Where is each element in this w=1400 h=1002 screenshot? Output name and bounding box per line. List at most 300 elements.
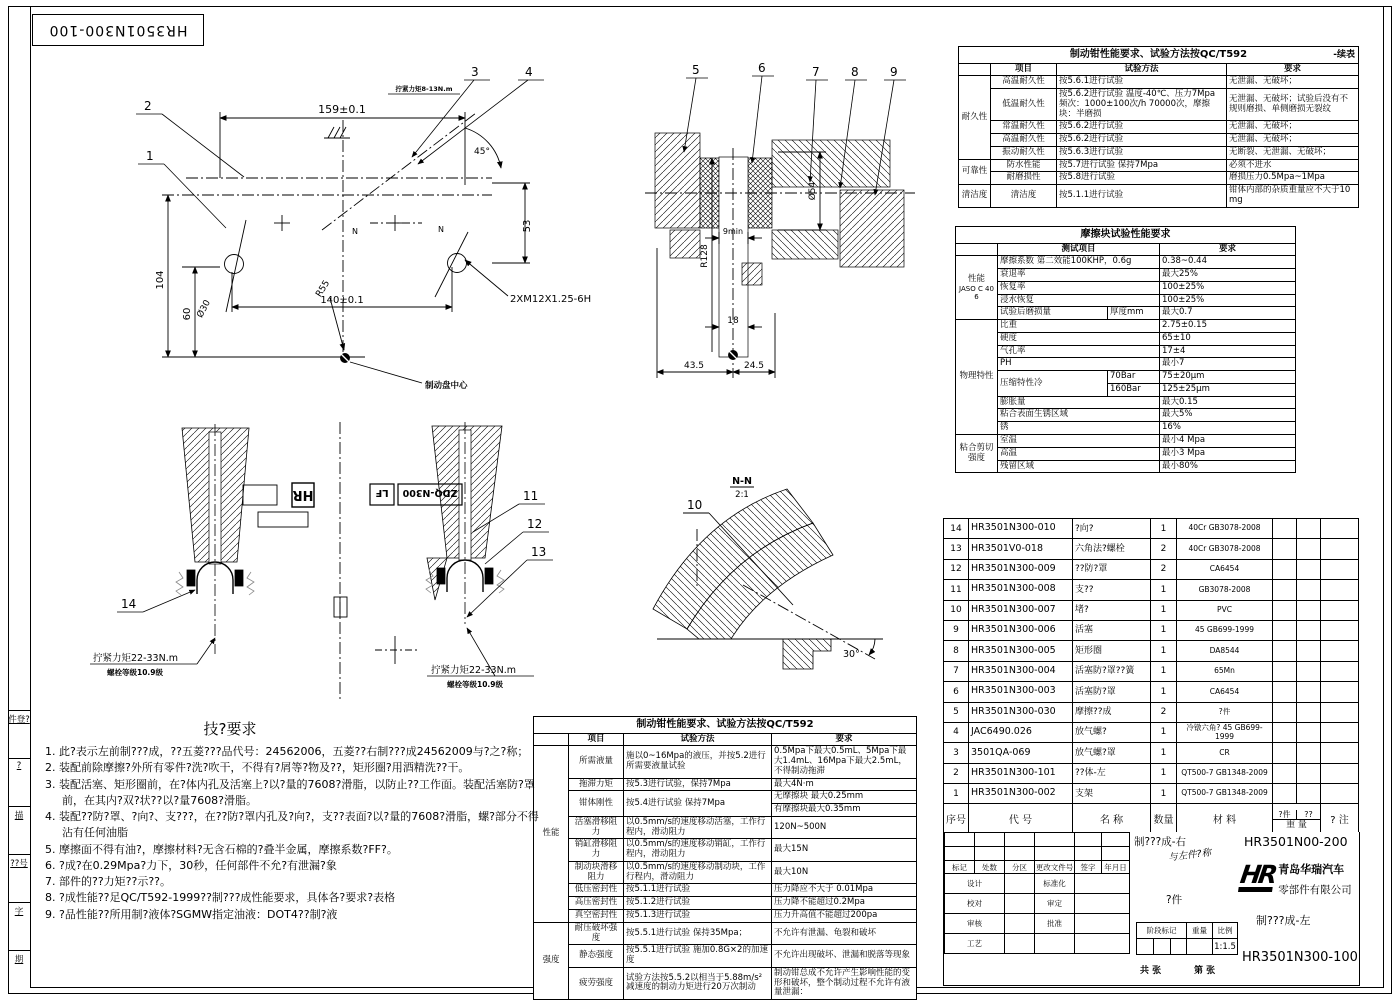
bom-seq: 10: [944, 600, 969, 620]
bom-name: 活塞防?罩: [1073, 682, 1151, 702]
sub-cell: 厚度mm: [1108, 307, 1160, 320]
req-cell: 压力降不能超过0.2Mpa: [772, 897, 917, 910]
grade-note-right: 螺栓等级10.9级: [447, 680, 504, 689]
bom-seq: 12: [944, 559, 969, 579]
group-performance: 性能: [534, 746, 569, 922]
bom-h-weight-label: 重 量: [1286, 820, 1307, 831]
item-cell: PH: [998, 358, 1160, 371]
sheets-total: 共 张: [1140, 966, 1162, 976]
sign-standardize: 标准化: [1035, 874, 1075, 894]
sub-cell: 160Bar: [1108, 383, 1160, 396]
dim-r128: R128: [700, 244, 710, 268]
bom-code: HR3501N300-005: [969, 641, 1073, 661]
method-cell: 按5.6.1进行试验: [1057, 76, 1227, 89]
bom-material: QT500-7 GB1348-2009: [1177, 784, 1273, 804]
bom-weight-unit: [1273, 722, 1297, 742]
bom-qty: 1: [1151, 682, 1177, 702]
rev-h-zone: 分区: [1005, 861, 1035, 874]
group-bond-shear: 粘合剪切强度: [956, 434, 998, 472]
sign-approve: 批准: [1035, 914, 1075, 934]
bom-weight-unit: [1273, 620, 1297, 640]
item-cell: 活塞滑移阻力: [569, 816, 624, 839]
balloon-1: 1: [146, 149, 154, 163]
bom-qty: 1: [1151, 722, 1177, 742]
item-cell: 真空密封性: [569, 909, 624, 922]
view-front-caliper: [78, 50, 640, 412]
bom-weight-total: [1297, 559, 1321, 579]
margin-field-label: 期: [8, 950, 30, 998]
bom-note: [1321, 743, 1359, 763]
group-performance: [956, 256, 998, 320]
req-cell: 不允许有泄漏、龟裂和破坏: [772, 922, 917, 945]
col-header-method: 试验方法: [1057, 63, 1227, 76]
bom-code: HR3501N300-003: [969, 682, 1073, 702]
bom-material: CR: [1177, 743, 1273, 763]
bom-qty: 1: [1151, 580, 1177, 600]
nn-section-scale: 2:1: [735, 490, 749, 500]
bom-name: 支架: [1073, 784, 1151, 804]
bom-seq: 2: [944, 763, 969, 783]
rev-h-mark: 标记: [945, 861, 975, 874]
bom-seq: 7: [944, 661, 969, 681]
balloon-6: 6: [758, 61, 766, 75]
bom-row: [944, 743, 1359, 763]
bom-note: [1321, 600, 1359, 620]
table-title: 摩擦块试验性能要求: [956, 227, 1296, 244]
tech-requirement-item: 4. 装配??防?罩、?向?、支???，在??防?罩内孔及?向?，支??表面?以?量的7608?滑脂，螺?部分不得沾有任何油脂: [45, 810, 539, 840]
bom-note: [1321, 559, 1359, 579]
group-performance-line2: JASO C 406: [959, 284, 994, 301]
method-cell: 施以0~16Mpa的液压，并按5.2进行所需要液量试验: [624, 746, 772, 778]
bom-weight-total: [1297, 519, 1321, 539]
dim-18: 18: [727, 316, 739, 326]
bom-material: PVC: [1177, 600, 1273, 620]
item-cell: 清洁度: [991, 185, 1057, 208]
bom-name: 放气螺?罩: [1073, 743, 1151, 763]
rev-h-count: 处数: [975, 861, 1005, 874]
torque-note-left: 拧紧力矩22-33N.m: [93, 653, 178, 664]
drawing-number: HR3501N300-100: [1242, 950, 1358, 965]
req-cell: 120N~500N: [772, 816, 917, 839]
bom-note: [1321, 763, 1359, 783]
bom-material: ?件: [1177, 702, 1273, 722]
req-cell: 最小3 Mpa: [1160, 447, 1296, 460]
bom-qty: 1: [1151, 661, 1177, 681]
bom-material: GB3078-2008: [1177, 580, 1273, 600]
item-cell: 摩擦系数 第二效能100KHP，0.6g: [998, 256, 1160, 269]
tech-requirement-item: 8. ?成性能??足QC/T592-1999??制???成性能要求，具体各?要求?表格: [45, 891, 396, 905]
bom-weight-unit: [1273, 763, 1297, 783]
dim-45deg: 45°: [474, 147, 490, 157]
tech-requirements-list: [45, 744, 539, 923]
balloon-10: 10: [687, 498, 703, 512]
tech-requirement-item: 7. 部件的??力矩??示??。: [45, 875, 172, 889]
bom-code: HR3501N300-030: [969, 702, 1073, 722]
bom-material: 冷镦六角? 45 GB699-1999: [1177, 722, 1273, 742]
item-cell: 压缩特性冷: [998, 371, 1108, 397]
dim-24-5: 24.5: [743, 361, 765, 371]
bom-name: ??防?罩: [1073, 559, 1151, 579]
item-cell: 低压密封性: [569, 884, 624, 897]
sheet-number: 第 张: [1194, 966, 1216, 976]
req-cell: 75±20μm: [1160, 371, 1296, 384]
item-cell: 耐压破坏强度: [569, 922, 624, 945]
dim-r55: R55: [314, 278, 333, 300]
balloon-14: 14: [121, 597, 137, 611]
section-hatched-bodies: [655, 133, 904, 357]
bom-weight-total: [1297, 763, 1321, 783]
balloon-3: 3: [471, 65, 479, 79]
bom-row: [944, 519, 1359, 539]
table-title: 制动钳性能要求、试验方法按QC/T592 -续表: [959, 47, 1359, 64]
item-cell: 防水性能: [991, 159, 1057, 172]
bom-material: QT500-7 GB1348-2009: [1177, 763, 1273, 783]
stamp-lf: LF: [375, 487, 389, 498]
assembly-right-note: 与左件?称: [1167, 847, 1212, 864]
balloon-13: 13: [531, 545, 547, 559]
bom-note: [1321, 580, 1359, 600]
bom-row: [944, 641, 1359, 661]
col-header-method: 试验方法: [624, 733, 772, 746]
bom-weight-total: [1297, 580, 1321, 600]
bom-note: [1321, 682, 1359, 702]
margin-field-label: 件登?: [8, 710, 30, 758]
bom-name: 放气螺?: [1073, 722, 1151, 742]
bom-seq: 8: [944, 641, 969, 661]
item-cell: 制动块滑移阻力: [569, 861, 624, 884]
dim-30deg: 30°: [843, 649, 860, 660]
req-cell: 无断裂、无泄漏、无破坏；: [1227, 146, 1359, 159]
dim-53: 53: [522, 219, 533, 233]
col-header-item: 测试项目: [998, 243, 1160, 256]
table-friction-block-performance: [955, 226, 1296, 473]
item-cell: 高温: [998, 447, 1160, 460]
method-cell: 按5.6.2进行试验 温度-40℃、压力7Mpa 频次：1000±100次/h 70000次，摩擦块：半磨损: [1057, 89, 1227, 121]
req-cell: 无泄漏、无破坏；: [1227, 121, 1359, 134]
bom-row: [944, 763, 1359, 783]
view-nn-detail: [635, 437, 925, 685]
bom-code: HR3501N300-004: [969, 661, 1073, 681]
bom-weight-unit: [1273, 580, 1297, 600]
item-cell: 浸水恢复: [998, 294, 1160, 307]
bom-row: [944, 620, 1359, 640]
req-cell: 压力降应不大于 0.01Mpa: [772, 884, 917, 897]
bom-seq: 3: [944, 743, 969, 763]
stamp-zdq-code: ZDQ-N300: [402, 487, 458, 498]
tech-requirement-item: 1. 此?表示左前制???成，??五菱???品代号：24562006，五菱??右制???成24562009与?之?称；: [45, 745, 529, 758]
method-cell: 按5.6.3进行试验: [1057, 146, 1227, 159]
bom-weight-unit: [1273, 519, 1297, 539]
table-title: 制动钳性能要求、试验方法按QC/T592: [534, 717, 917, 734]
bom-row: [944, 661, 1359, 681]
bom-name: 六角法?螺栓: [1073, 539, 1151, 559]
tech-requirements-title: 技?要求: [203, 720, 257, 738]
bom-weight-unit: [1273, 682, 1297, 702]
company-name-line1: 青岛华瑞汽车: [1278, 863, 1345, 876]
bom-code: HR3501N300-010: [969, 519, 1073, 539]
bom-code: HR3501V0-018: [969, 539, 1073, 559]
balloon-11: 11: [523, 489, 539, 503]
method-cell: 按5.5.1进行试验 保持35Mpa；: [624, 922, 772, 945]
bom-code: JAC6490.026: [969, 722, 1073, 742]
stage-label: 阶段标记: [1137, 923, 1187, 939]
req-cell: 最大10N: [772, 861, 917, 884]
bom-weight-unit: [1273, 539, 1297, 559]
stamp-logo-hr: HR: [292, 487, 314, 502]
dim-9min: 9min: [722, 227, 744, 236]
bom-name: 堵?: [1073, 600, 1151, 620]
req-cell: 有摩擦块最大0.35mm: [772, 804, 917, 817]
dim-thread: 2XM12X1.25-6H: [510, 294, 592, 305]
bom-qty: 1: [1151, 620, 1177, 640]
method-cell: 以0.5mm/s的速度移动销缸，工作行程内，滑动阻力: [624, 839, 772, 862]
dim-d54: Ø54: [808, 181, 818, 201]
bom-weight-total: [1297, 620, 1321, 640]
item-cell: 拖滞力矩: [569, 778, 624, 791]
bom-code: HR3501N300-002: [969, 784, 1073, 804]
bom-code: 3501QA-069: [969, 743, 1073, 763]
req-cell: 磨损压力0.5Mpa~1Mpa: [1227, 172, 1359, 185]
bom-row: [944, 600, 1359, 620]
req-cell: 钳体内部的杂质重量应不大于10mg: [1227, 185, 1359, 208]
item-cell: 所需液量: [569, 746, 624, 778]
dim-159: 159±0.1: [318, 103, 366, 116]
req-cell: 无摩擦块 最大0.25mm: [772, 791, 917, 804]
bom-row: [944, 722, 1359, 742]
bom-weight-unit: [1273, 661, 1297, 681]
item-cell: 常温耐久性: [991, 121, 1057, 134]
bom-weight-unit: [1273, 600, 1297, 620]
method-cell: 按5.5.1进行试验 施加0.8G×2的加速度: [624, 945, 772, 968]
bom-seq: 14: [944, 519, 969, 539]
group-performance-line1: 性能: [967, 273, 985, 284]
bom-note: [1321, 661, 1359, 681]
balloon-7: 7: [812, 65, 820, 79]
group-physical: 物理特性: [956, 320, 998, 435]
item-cell: 硬度: [998, 332, 1160, 345]
method-cell: 按5.6.2进行试验: [1057, 134, 1227, 147]
req-cell: 2.75±0.15: [1160, 320, 1296, 333]
bom-qty: 2: [1151, 539, 1177, 559]
bom-code: HR3501N300-101: [969, 763, 1073, 783]
item-cell: 振动耐久性: [991, 146, 1057, 159]
tech-requirement-item: 5. 摩擦面不得有油?，摩擦材料?无含石棉的?叠半金属，摩擦系数?FF?。: [45, 842, 398, 856]
bom-h-name: 名 称: [1073, 804, 1151, 837]
req-cell: 16%: [1160, 422, 1296, 435]
req-cell: 最大0.15: [1160, 396, 1296, 409]
bom-weight-unit: [1273, 743, 1297, 763]
bom-weight-total: [1297, 661, 1321, 681]
company-name-line2: 零部件有限公司: [1278, 884, 1352, 896]
item-cell: 疲劳强度: [569, 967, 624, 999]
col-header-req: 要求: [1227, 63, 1359, 76]
req-cell: 100±25%: [1160, 281, 1296, 294]
col-header-item: 项目: [569, 733, 624, 746]
method-cell: 按5.3进行试验，保持7Mpa: [624, 778, 772, 791]
method-cell: 按5.6.2进行试验: [1057, 121, 1227, 134]
bom-material: 40Cr GB3078-2008: [1177, 539, 1273, 559]
req-cell: 无泄漏、无破坏；试验后没有不规则磨损、单侧磨损无裂纹: [1227, 89, 1359, 121]
bom-qty: 2: [1151, 559, 1177, 579]
tech-requirement-item: 9. ?品性能??所用制?液体?SGMW指定油液：DOT4??制?液: [45, 907, 338, 921]
assembly-name-left: 制???成-左: [1256, 914, 1311, 927]
bom-seq: 1: [944, 784, 969, 804]
bom-material: 40Cr GB3078-2008: [1177, 519, 1273, 539]
method-cell: 按5.4进行试验 保持7Mpa: [624, 791, 772, 817]
bom-name: ??体-左: [1073, 763, 1151, 783]
torque-note-right: 拧紧力矩22-33N.m: [431, 665, 516, 676]
view-guide-pins: [75, 412, 670, 707]
margin-field-label: 字: [8, 902, 30, 950]
group-strength: 强度: [534, 922, 569, 999]
bom-weight-total: [1297, 600, 1321, 620]
bom-row: [944, 580, 1359, 600]
bom-seq: 4: [944, 722, 969, 742]
req-cell: 无泄漏、无破坏；: [1227, 134, 1359, 147]
req-cell: 100±25%: [1160, 294, 1296, 307]
nn-section-label: N-N: [732, 476, 752, 487]
bom-name: ?向?: [1073, 519, 1151, 539]
tech-requirement-item: 6. ?成?在0.29Mpa?力下，30秒，任何部件不允?有泄漏?象: [45, 858, 337, 872]
bom-code: HR3501N300-006: [969, 620, 1073, 640]
table-title-suffix: -续表: [1333, 50, 1355, 60]
bom-weight-unit: [1273, 702, 1297, 722]
group-reliability: 可靠性: [959, 159, 991, 185]
item-cell: 静态强度: [569, 945, 624, 968]
sign-process: 工艺: [945, 934, 1005, 954]
bom-name: 矩形圈: [1073, 641, 1151, 661]
balloon-12: 12: [527, 517, 543, 531]
item-cell: 试验后磨损量: [998, 307, 1108, 320]
item-cell: 高温耐久性: [991, 134, 1057, 147]
dim-60: 60: [182, 307, 193, 321]
bom-material: CA6454: [1177, 559, 1273, 579]
bom-qty: 1: [1151, 784, 1177, 804]
bom-h-weight-total: ??: [1304, 810, 1313, 820]
item-cell: 钳体刚性: [569, 791, 624, 817]
method-cell: 按5.1.1进行试验: [624, 884, 772, 897]
dim-104: 104: [155, 270, 166, 290]
item-cell: 锈: [998, 422, 1160, 435]
bom-weight-total: [1297, 722, 1321, 742]
bom-material: 45 GB699-1999: [1177, 620, 1273, 640]
bom-weight-total: [1297, 784, 1321, 804]
weight-label: 重量: [1187, 923, 1213, 939]
title-block: [943, 832, 1360, 986]
req-cell: 必须不进水: [1227, 159, 1359, 172]
bom-seq: 5: [944, 702, 969, 722]
bom-weight-unit: [1273, 641, 1297, 661]
method-cell: 按5.7进行试验 保持7Mpa: [1057, 159, 1227, 172]
sign-examine: 审定: [1035, 894, 1075, 914]
disc-center-note: 制动盘中心: [425, 381, 468, 391]
req-cell: 最大15N: [772, 839, 917, 862]
bom-weight-total: [1297, 682, 1321, 702]
bom-code: HR3501N300-007: [969, 600, 1073, 620]
rev-h-date: 年月日: [1102, 861, 1130, 874]
company-logo-row: [1240, 858, 1352, 898]
bom-qty: 1: [1151, 600, 1177, 620]
balloon-9: 9: [890, 65, 898, 79]
bom-name: 摩擦??成: [1073, 702, 1151, 722]
bom-seq: 13: [944, 539, 969, 559]
item-cell: 低温耐久性: [991, 89, 1057, 121]
part-count-note: ?件: [1166, 894, 1183, 906]
stage-scale-table: [1136, 922, 1238, 955]
method-cell: 以0.5mm/s的速度移动制动块，工作行程内，滑动阻力: [624, 861, 772, 884]
bom-seq: 9: [944, 620, 969, 640]
table-caliper-performance-continued: [958, 46, 1359, 208]
bom-code: HR3501N300-008: [969, 580, 1073, 600]
req-cell: 制动钳总成不允许产生影响性能的变形和破坏，整个制动过程不允许有液量泄漏：: [772, 967, 917, 999]
item-cell: 衰退率: [998, 269, 1160, 282]
bom-row: [944, 784, 1359, 804]
bom-note: [1321, 519, 1359, 539]
bom-row: [944, 702, 1359, 722]
balloon-5: 5: [692, 63, 700, 77]
bom-qty: 2: [1151, 702, 1177, 722]
view-cylinder-section: [628, 46, 978, 418]
sign-check: 校对: [945, 894, 1005, 914]
req-cell: 125±25μm: [1160, 383, 1296, 396]
method-cell: 按5.1.2进行试验: [624, 897, 772, 910]
req-cell: 17±4: [1160, 345, 1296, 358]
balloon-4: 4: [525, 65, 533, 79]
rev-h-docno: 更改文件号: [1035, 862, 1074, 872]
tech-requirement-item: 2. 装配前除摩擦?外所有零件?洗?吹干，不得有?屑等?物及??，矩形圈?用酒精洗??干。: [45, 761, 470, 775]
method-cell: 按5.1.1进行试验: [1057, 185, 1227, 208]
label-n-right: N: [438, 225, 444, 234]
item-cell: 粘合表面生锈区域: [998, 409, 1160, 422]
revision-signature-table: [944, 832, 1130, 954]
group-durability: 耐久性: [959, 76, 991, 159]
scale-value: 1:1.5: [1213, 939, 1238, 955]
req-cell: 65±10: [1160, 332, 1296, 345]
grade-note-left: 螺栓等级10.9级: [107, 668, 164, 677]
bom-h-weight-unit: ?件: [1273, 810, 1297, 819]
bom-seq: 6: [944, 682, 969, 702]
margin-field-label: ?: [8, 758, 30, 806]
bom-seq: 11: [944, 580, 969, 600]
related-drawing-code: HR3501N00-200: [1244, 834, 1348, 849]
bom-qty: 1: [1151, 763, 1177, 783]
sign-review: 审核: [945, 914, 1005, 934]
bom-weight-total: [1297, 743, 1321, 763]
item-cell: 销缸滑移阻力: [569, 839, 624, 862]
margin-field-label: 描: [8, 806, 30, 854]
tech-requirement-item: 3. 装配活塞、矩形圈前，在?体内孔及活塞上?以?量的7608?滑脂，以防止??工作面。装配活塞防?罩前，在其内?双?状??以?量7608?滑脂。: [45, 777, 535, 807]
assembly-name-right: 制???成-右: [1134, 836, 1187, 848]
sub-cell: 70Bar: [1108, 371, 1160, 384]
sign-design: 设计: [945, 874, 1005, 894]
method-cell: 按5.8进行试验: [1057, 172, 1227, 185]
method-cell: 以0.5mm/s的速度移动活塞，工作行程内，滑动阻力: [624, 816, 772, 839]
bom-name: 活塞: [1073, 620, 1151, 640]
req-cell: 0.5Mpa下最大0.5mL、5Mpa下最大1.4mL、16Mpa下最大2.5mL，不得制动拖滞: [772, 746, 917, 778]
bom-weight-total: [1297, 641, 1321, 661]
method-cell: 试验方法按5.5.2以相当于5.88m/s²减速度的制动力矩进行20万次制动: [624, 967, 772, 999]
bom-name: 活塞防?罩??簧: [1073, 661, 1151, 681]
req-cell: 最大25%: [1160, 269, 1296, 282]
bom-weight-unit: [1273, 784, 1297, 804]
item-cell: 高温耐久性: [991, 76, 1057, 89]
bom-table: [943, 518, 1359, 837]
bom-note: [1321, 539, 1359, 559]
item-cell: 耐磨损性: [991, 172, 1057, 185]
company-logo: HR: [1238, 864, 1276, 892]
label-n-left: N: [352, 227, 358, 236]
bom-qty: 1: [1151, 641, 1177, 661]
